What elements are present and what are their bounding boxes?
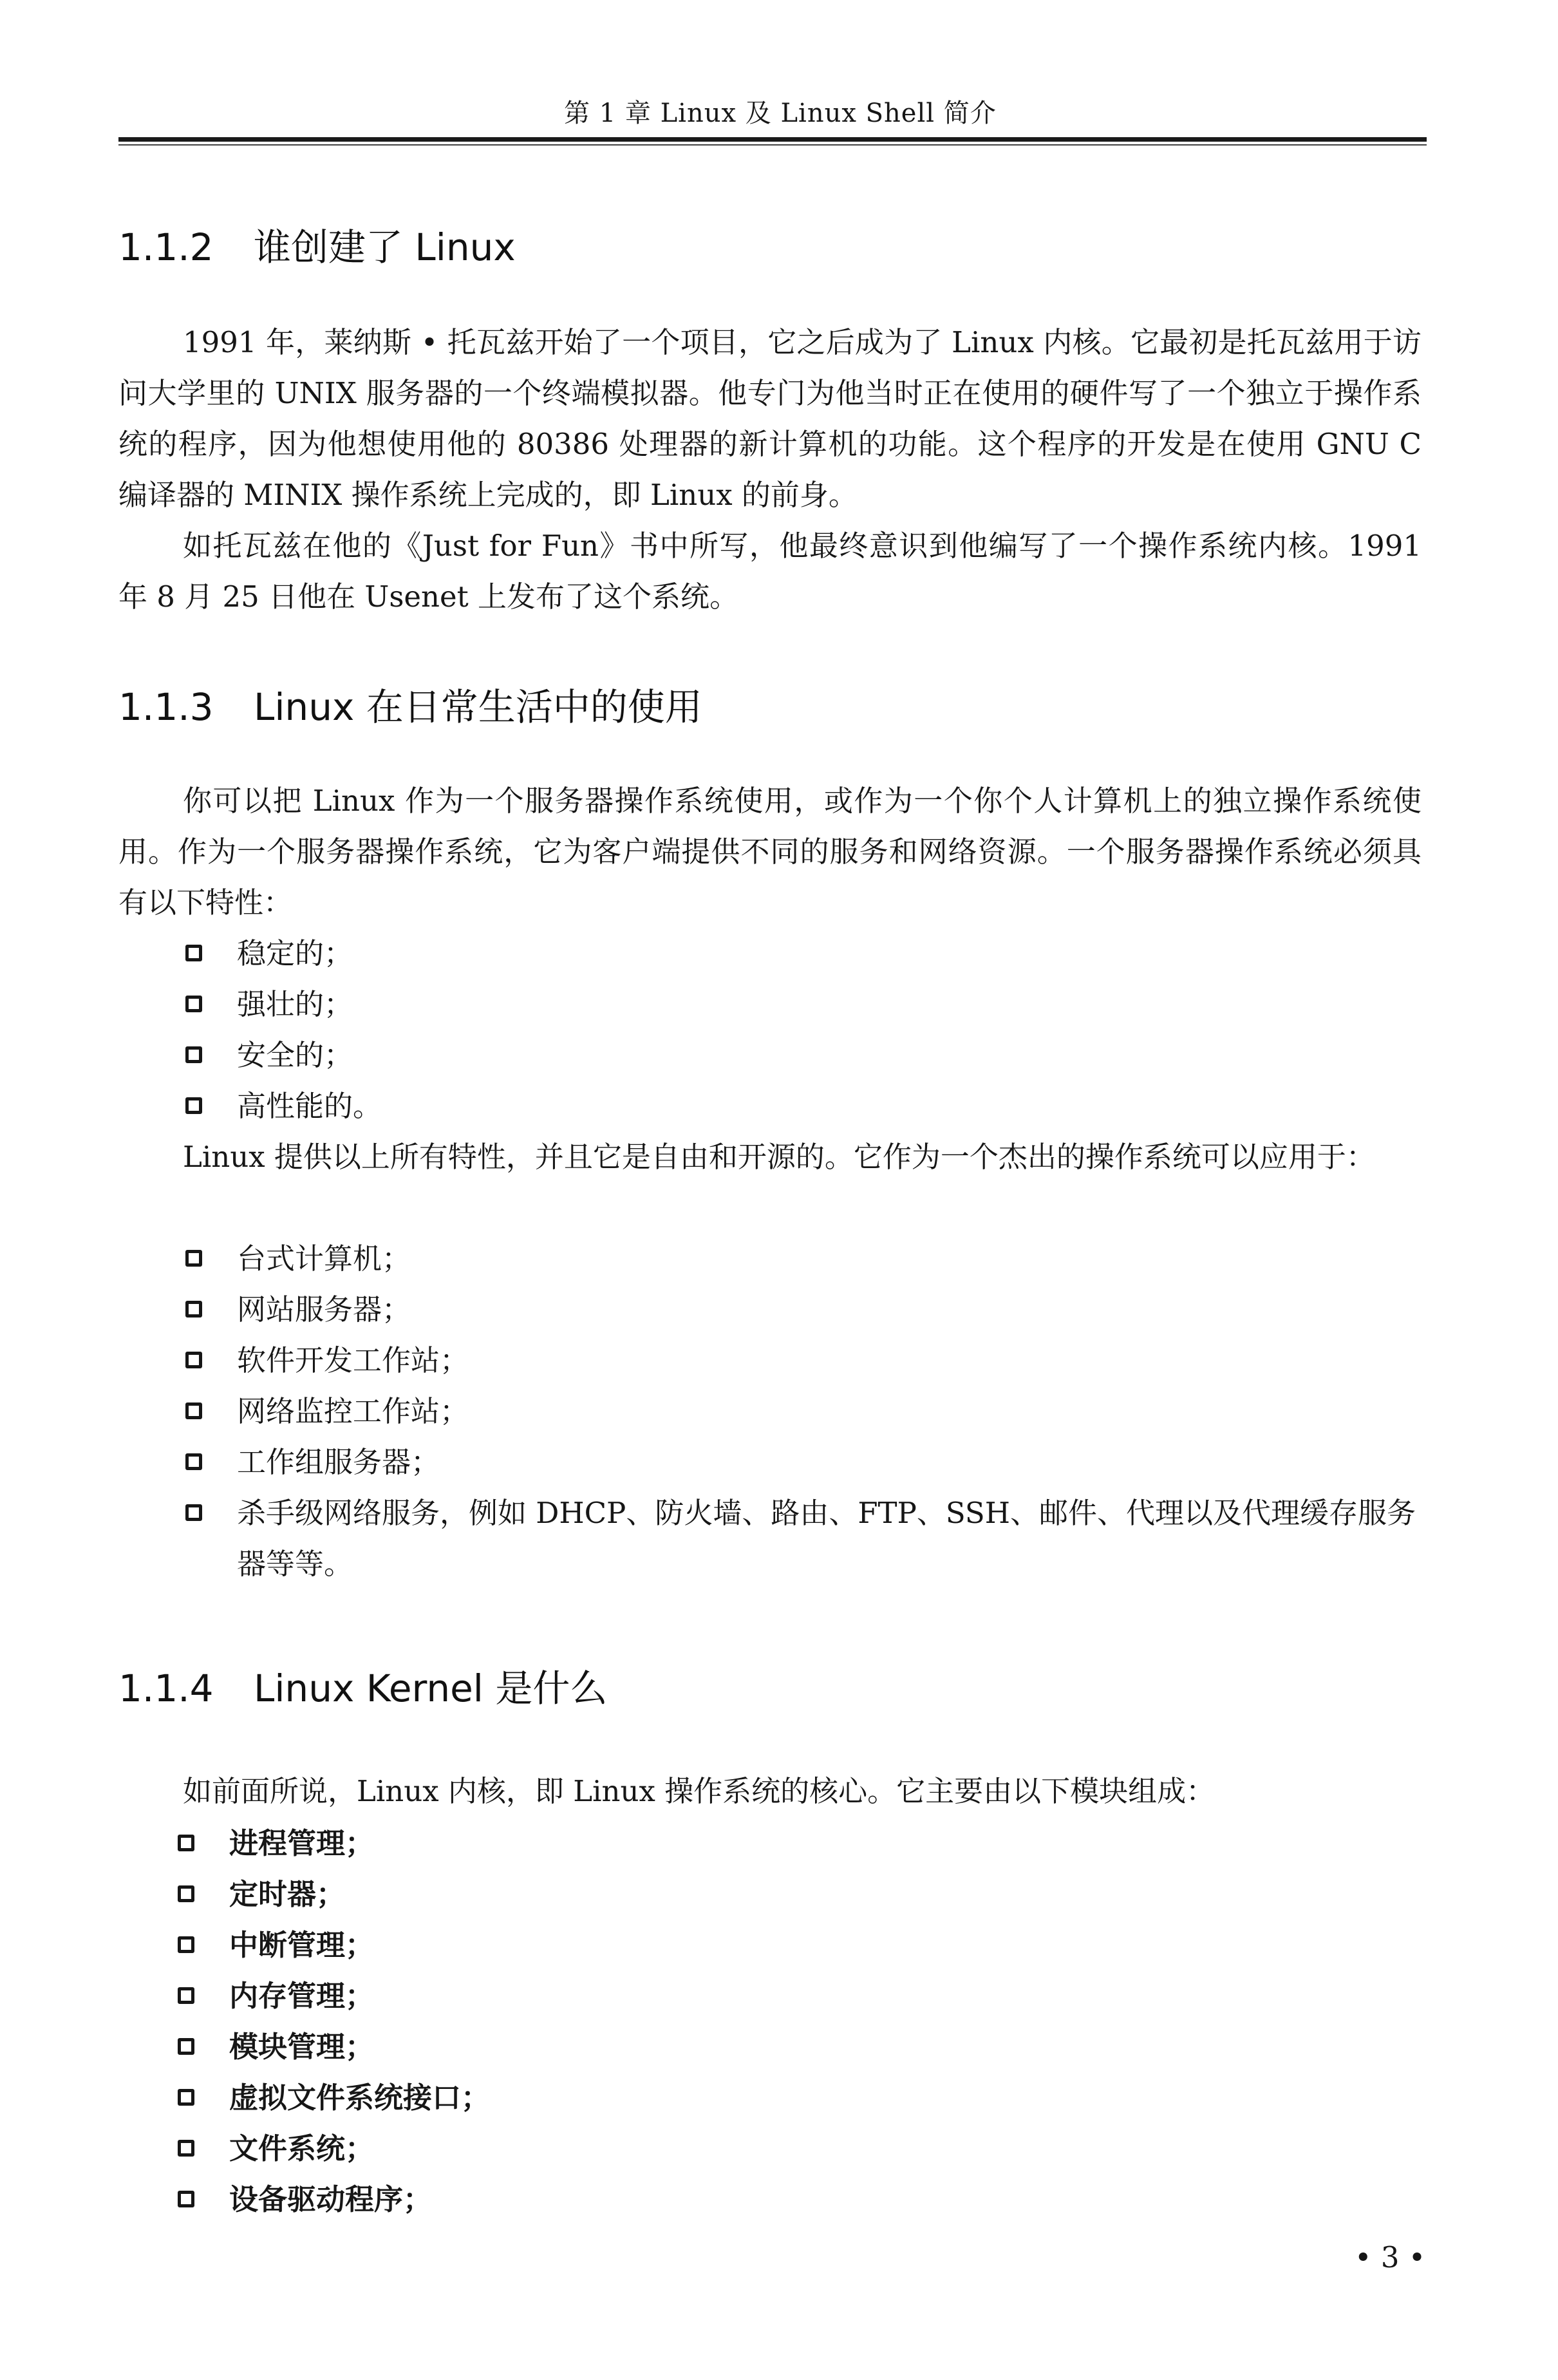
paragraph: 你可以把 Linux 作为一个服务器操作系统使用，或作为一个你个人计算机上的独立操作系统使用。作为一个服务器操作系统，它为客户端提供不同的服务和网络资源。一个服务器操作系统必须具有以下特性： [118, 784, 1422, 920]
list-item: 强壮的； [183, 979, 1422, 1030]
checkbox-icon [178, 1936, 194, 1953]
checkbox-icon [185, 1046, 202, 1063]
feature-list [183, 928, 1422, 1131]
list-item: 设备驱动程序； [175, 2174, 1414, 2225]
list-item: 工作组服务器； [183, 1437, 1422, 1488]
section-title: Linux Kernel 是什么 [254, 1667, 608, 1710]
section-title: Linux 在日常生活中的使用 [254, 685, 702, 729]
list-item: 网络监控工作站； [183, 1386, 1422, 1437]
list-item: 内存管理； [175, 1970, 1414, 2021]
section-heading-1-1-2 [118, 223, 516, 272]
checkbox-icon [185, 1453, 202, 1470]
list-item: 网站服务器； [183, 1284, 1422, 1335]
checkbox-icon [178, 2038, 194, 2055]
section-number: 1.1.2 [118, 225, 214, 269]
checkbox-icon [178, 1885, 194, 1902]
list-item: 软件开发工作站； [183, 1335, 1422, 1386]
checkbox-icon [178, 2191, 194, 2207]
paragraph: Linux 提供以上所有特性，并且它是自由和开源的。它作为一个杰出的操作系统可以应用于： [183, 1140, 1375, 1174]
page-number: • 3 • [1355, 2240, 1426, 2274]
paragraph: 如托瓦兹在他的《Just for Fun》书中所写，他最终意识到他编写了一个操作系统内核。1991 年 8 月 25 日他在 Usenet 上发布了这个系统。 [118, 529, 1422, 614]
checkbox-icon [185, 1301, 202, 1318]
section-heading-1-1-3 [118, 683, 702, 732]
list-item: 中断管理； [175, 1920, 1414, 1970]
list-item: 模块管理； [175, 2021, 1414, 2072]
list-item: 高性能的。 [183, 1081, 1422, 1131]
running-head: 第 1 章 Linux 及 Linux Shell 简介 [564, 99, 997, 128]
header-rule [118, 137, 1427, 142]
list-item: 定时器； [175, 1869, 1414, 1920]
paragraph: 如前面所说，Linux 内核，即 Linux 操作系统的核心。它主要由以下模块组成： [183, 1774, 1215, 1808]
list-item: 台式计算机； [183, 1233, 1422, 1284]
section-number: 1.1.3 [118, 685, 214, 729]
checkbox-icon [185, 1097, 202, 1114]
checkbox-icon [185, 1402, 202, 1419]
list-item: 进程管理； [175, 1818, 1414, 1869]
section-number: 1.1.4 [118, 1667, 214, 1710]
checkbox-icon [178, 1835, 194, 1851]
list-item: 杀手级网络服务，例如 DHCP、防火墙、路由、FTP、SSH、邮件、代理以及代理缓存服务器等等。 [183, 1488, 1422, 1589]
checkbox-icon [178, 2089, 194, 2106]
list-item: 虚拟文件系统接口； [175, 2072, 1414, 2123]
checkbox-icon [185, 1250, 202, 1267]
checkbox-icon [185, 1352, 202, 1368]
use-list [183, 1233, 1422, 1589]
checkbox-icon [185, 1504, 202, 1521]
checkbox-icon [178, 2140, 194, 2157]
checkbox-icon [185, 945, 202, 961]
checkbox-icon [178, 1987, 194, 2004]
section-title: 谁创建了 Linux [254, 225, 516, 269]
list-item: 稳定的； [183, 928, 1422, 979]
paragraph: 1991 年，莱纳斯 • 托瓦兹开始了一个项目，它之后成为了 Linux 内核。它最初是托瓦兹用于访问大学里的 UNIX 服务器的一个终端模拟器。他专门为他当时正在使用的硬件写了一个独立于操作系统的程序，因为他想使用他的 80386 处理器的新计算机的功能。这个程序的开发是在使用 GNU C 编译器的 MINIX 操作系统上完成的，即 Linux 的前身。 [118, 325, 1422, 512]
checkbox-icon [185, 996, 202, 1012]
module-list [175, 1818, 1414, 2225]
section-heading-1-1-4 [118, 1664, 607, 1713]
list-item: 文件系统； [175, 2123, 1414, 2174]
header-rule-thin [118, 144, 1427, 146]
list-item: 安全的； [183, 1030, 1422, 1081]
